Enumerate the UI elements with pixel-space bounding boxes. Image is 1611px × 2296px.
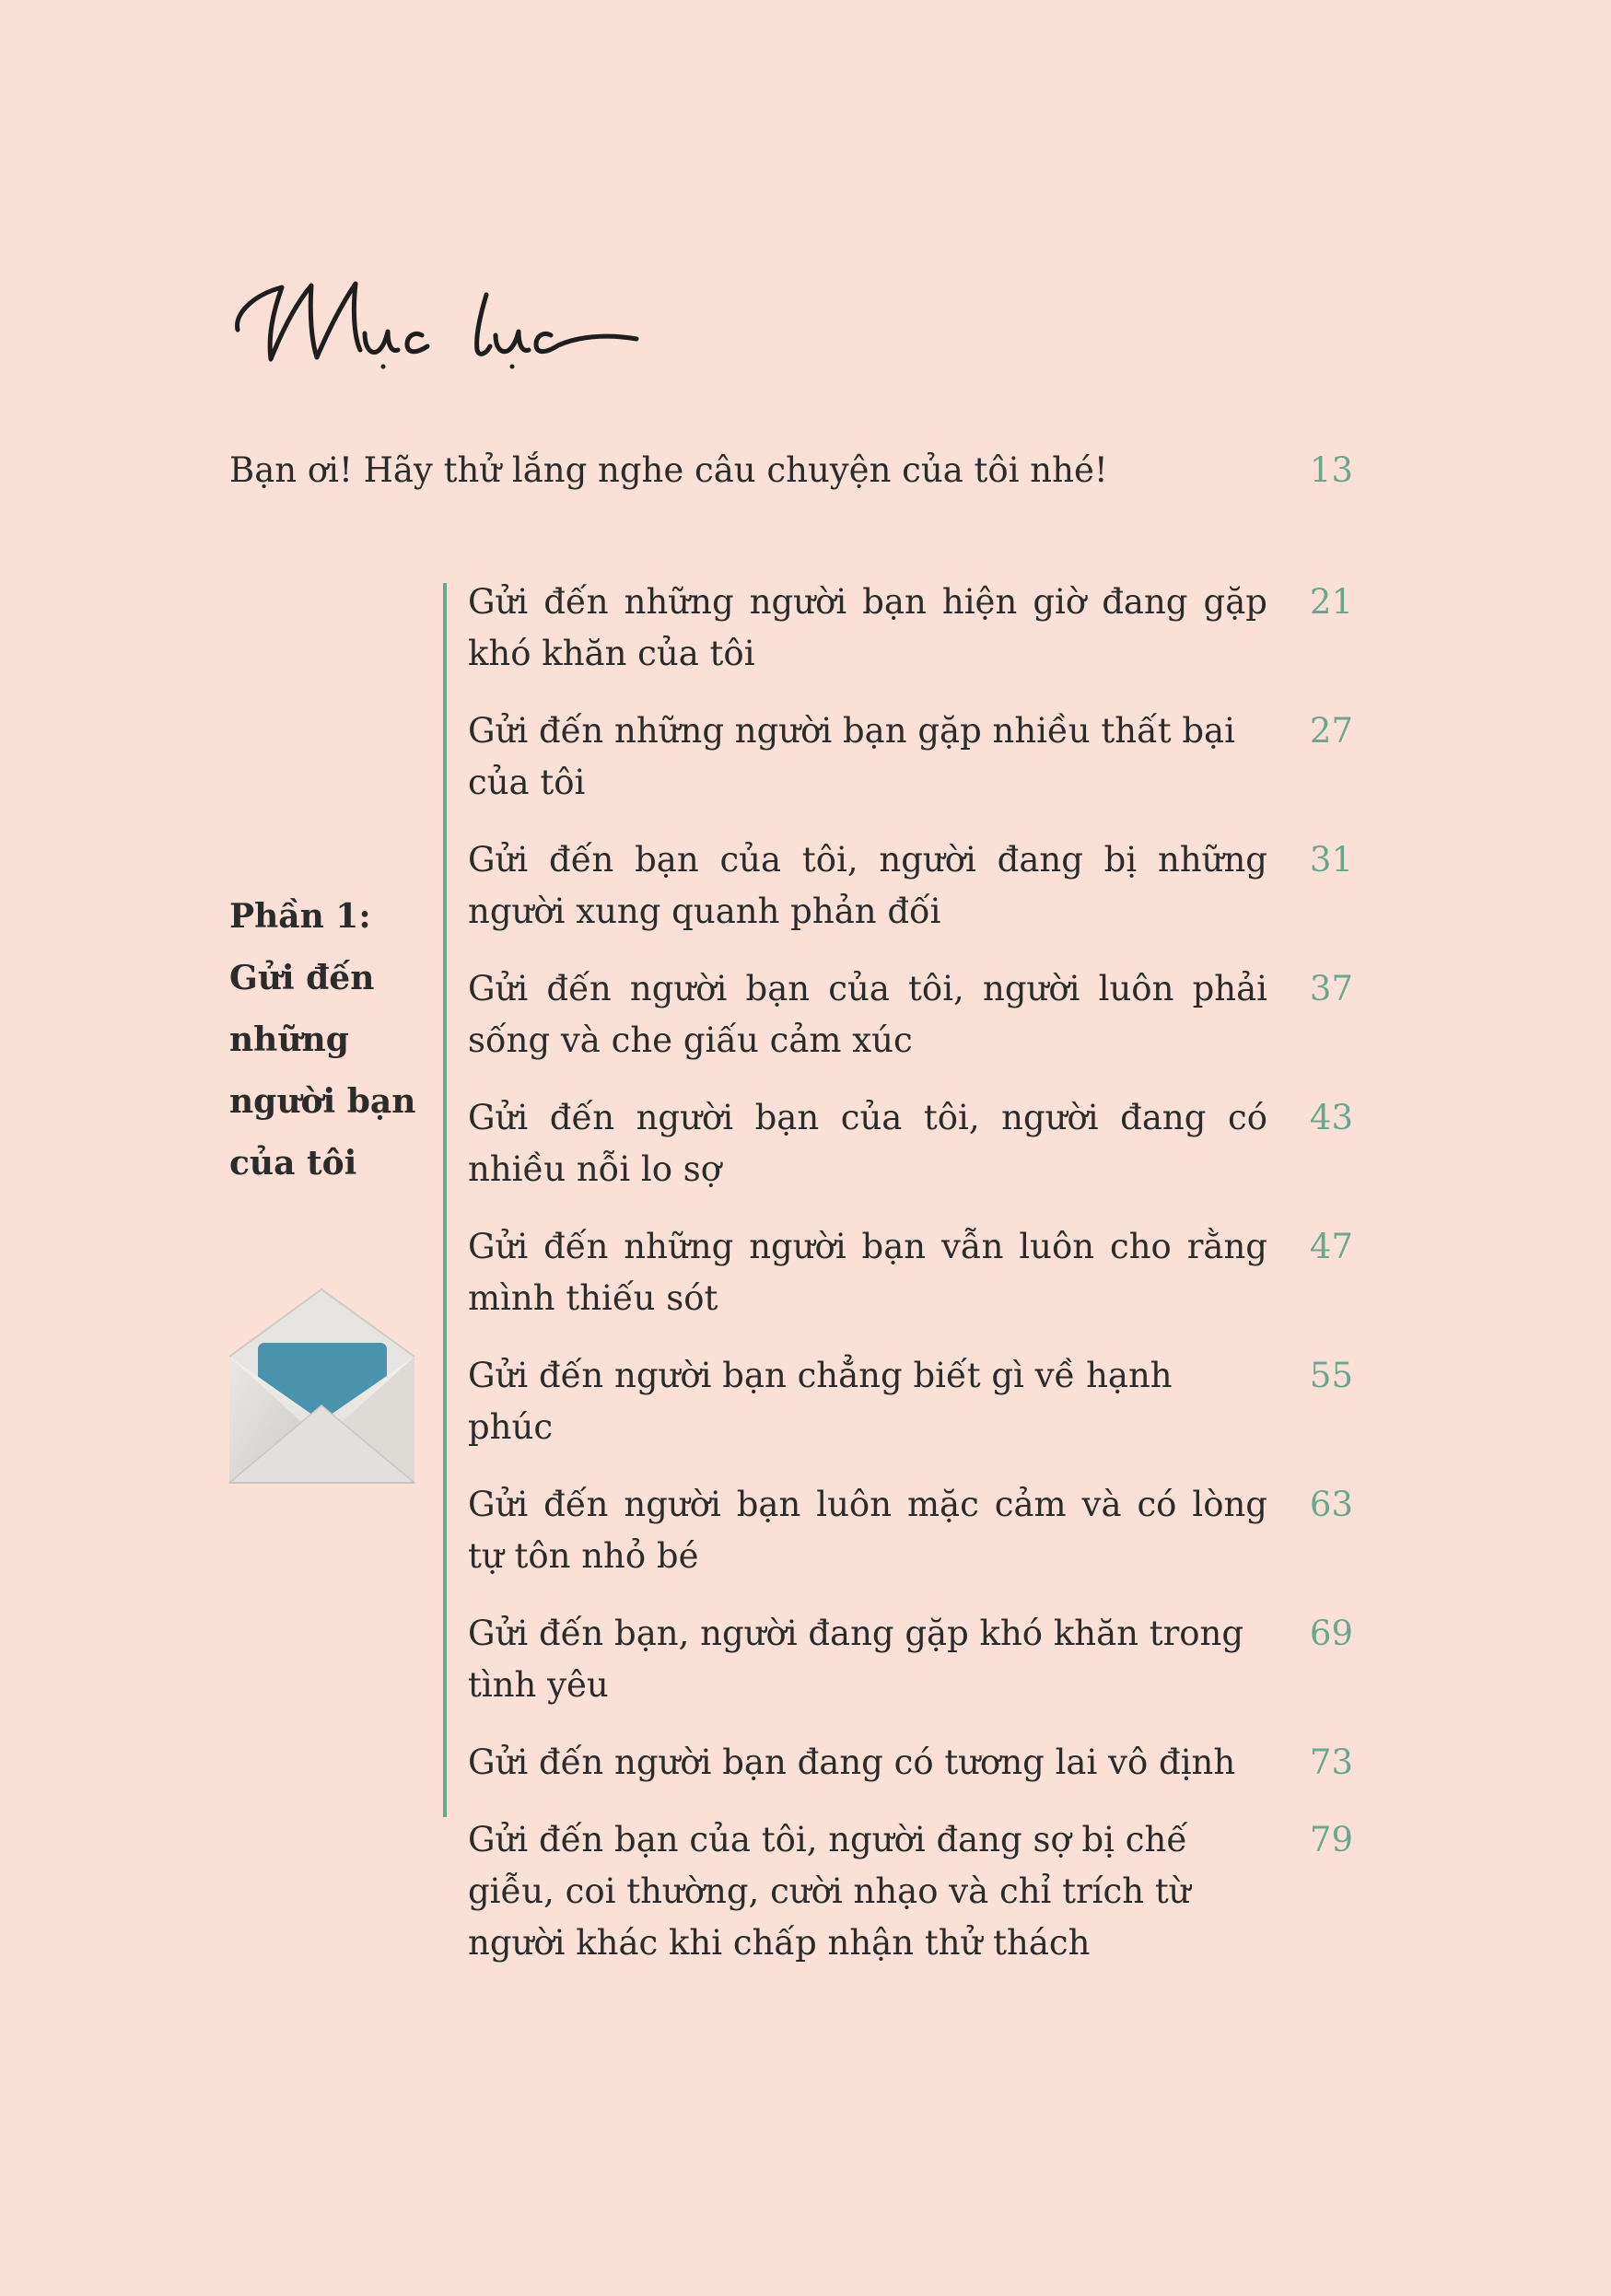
intro-entry[interactable] <box>229 445 1353 500</box>
part-1-label-line: của tôi <box>229 1144 357 1183</box>
toc-entry[interactable] <box>468 963 1353 1066</box>
toc-entry-title: Gửi đến bạn, người đang gặp khó khăn trong tình yêu <box>468 1614 1244 1705</box>
part-1-label-line: Gửi đến <box>229 959 375 997</box>
toc-entry-title: Gửi đến bạn của tôi, người đang sợ bị chế giễu, coi thường, cười nhạo và chỉ trích từ người khác khi chấp nhận thử thách <box>468 1820 1191 1963</box>
toc-entry[interactable] <box>468 1737 1353 1789</box>
toc-entry-title: Gửi đến người bạn đang có tương lai vô định <box>468 1742 1236 1782</box>
toc-entry[interactable] <box>468 1221 1353 1324</box>
toc-entry-page: 79 <box>1309 1820 1353 1859</box>
toc-entry-page: 47 <box>1309 1227 1353 1266</box>
part-1-label-line: người bạn <box>229 1082 416 1121</box>
part-1-label-line: những <box>229 1020 349 1059</box>
envelope-icon <box>228 1288 416 1486</box>
toc-entry-page: 55 <box>1309 1356 1353 1395</box>
toc-entry-title: Gửi đến người bạn chẳng biết gì về hạnh phúc <box>468 1356 1173 1447</box>
toc-entry-page: 37 <box>1309 969 1353 1008</box>
toc-entry[interactable] <box>468 1608 1353 1711</box>
toc-entry[interactable] <box>468 1814 1353 1969</box>
toc-entry[interactable] <box>468 577 1353 680</box>
part-1-label-line: Phần 1: <box>229 897 371 936</box>
toc-entry-page: 21 <box>1309 582 1353 622</box>
toc-entry-page: 63 <box>1309 1485 1353 1524</box>
toc-entry-title: Gửi đến những người bạn hiện giờ đang gặp khó khăn của tôi <box>468 582 1267 673</box>
toc-entry-title: Gửi đến bạn của tôi, người đang bị những người xung quanh phản đối <box>468 840 1267 931</box>
toc-entry-page: 27 <box>1309 711 1353 751</box>
part-1-label <box>229 886 441 1195</box>
toc-entry[interactable] <box>468 1350 1353 1453</box>
toc-entry-page: 43 <box>1309 1098 1353 1137</box>
toc-entry[interactable] <box>468 1092 1353 1195</box>
toc-entry[interactable] <box>468 1479 1353 1582</box>
section-divider <box>443 583 447 1817</box>
toc-entry[interactable] <box>468 834 1353 938</box>
toc-entry-page: 73 <box>1309 1742 1353 1782</box>
toc-list <box>468 577 1353 1995</box>
toc-entry-page: 31 <box>1309 840 1353 880</box>
toc-entry-title: Gửi đến người bạn của tôi, người luôn phải sống và che giấu cảm xúc <box>468 969 1267 1060</box>
toc-entry[interactable] <box>468 705 1353 809</box>
toc-entry-title: Gửi đến những người bạn gặp nhiều thất bại của tôi <box>468 711 1235 802</box>
toc-entry-title: Gửi đến người bạn luôn mặc cảm và có lòng tự tôn nhỏ bé <box>468 1485 1267 1576</box>
page-title <box>227 258 650 387</box>
intro-entry-page: 13 <box>1309 450 1353 490</box>
toc-entry-page: 69 <box>1309 1614 1353 1653</box>
toc-entry-title: Gửi đến người bạn của tôi, người đang có nhiều nỗi lo sợ <box>468 1098 1267 1189</box>
toc-entry-title: Gửi đến những người bạn vẫn luôn cho rằng mình thiếu sót <box>468 1227 1267 1318</box>
intro-entry-title: Bạn ơi! Hãy thử lắng nghe câu chuyện của tôi nhé! <box>229 450 1108 490</box>
